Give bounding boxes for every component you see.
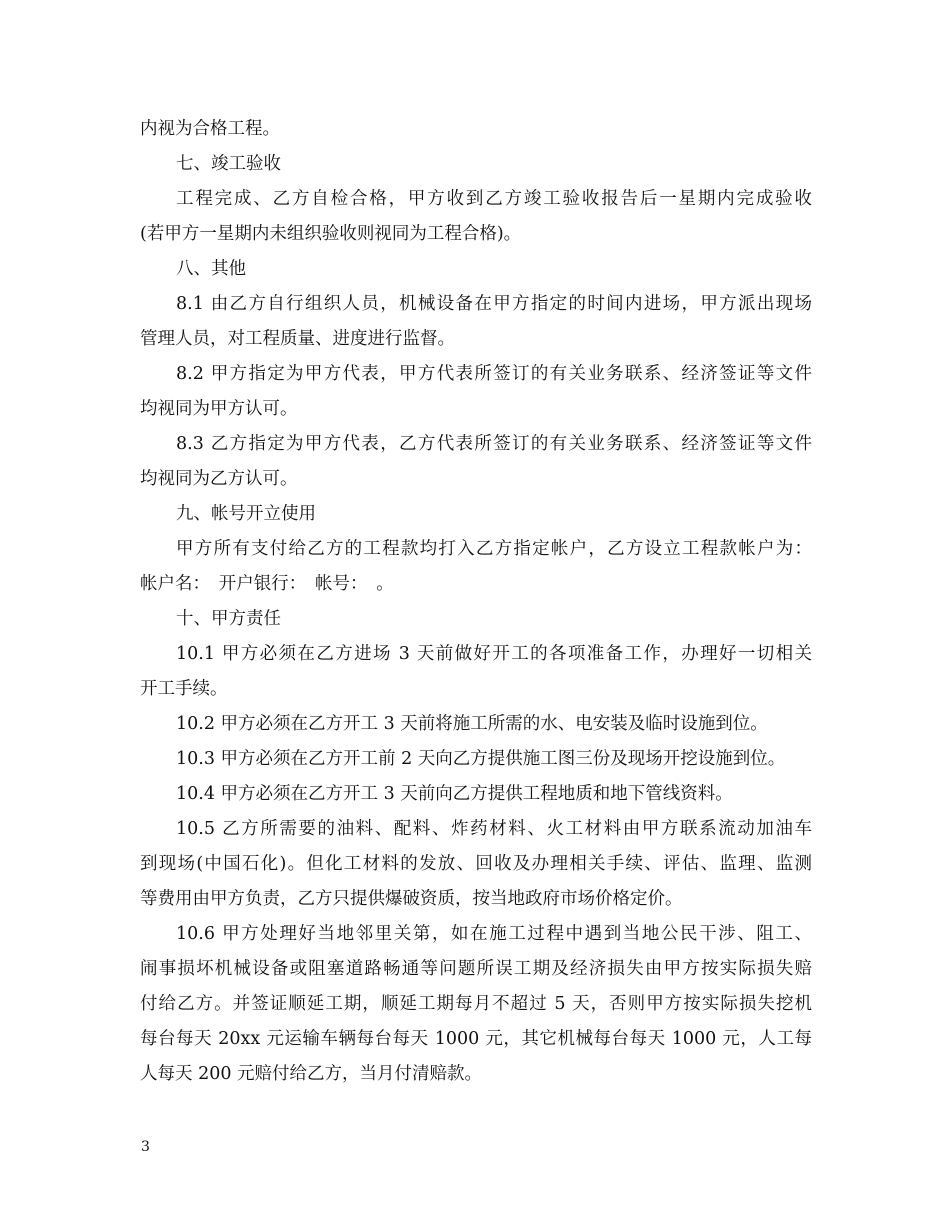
text-line: 人每天 200 元赔付给乙方，当月付清赔款。 xyxy=(140,1064,483,1084)
text-line: (若甲方一星期内未组织验收则视同为工程合格)。 xyxy=(140,224,522,244)
text-line: 十、甲方责任 xyxy=(176,609,281,629)
text-line: 8.2 甲方指定为甲方代表，甲方代表所签订的有关业务联系、经济签证等文件 xyxy=(176,364,812,384)
text-line: 帐户名： 开户银行： 帐号： 。 xyxy=(140,574,394,594)
text-line: 开工手续。 xyxy=(140,679,228,699)
text-line: 七、竣工验收 xyxy=(176,154,281,174)
text-line: 等费用由甲方负责，乙方只提供爆破资质，按当地政府市场价格定价。 xyxy=(140,889,683,909)
text-line: 10.2 甲方必须在乙方开工 3 天前将施工所需的水、电安装及临时设施到位。 xyxy=(176,714,768,734)
document-body xyxy=(140,112,812,1092)
text-line: 均视同为甲方认可。 xyxy=(140,399,298,419)
page-number: 3 xyxy=(141,1139,150,1155)
text-line: 管理人员，对工程质量、进度进行监督。 xyxy=(140,329,455,349)
text-line: 10.1 甲方必须在乙方进场 3 天前做好开工的各项准备工作，办理好一切相关 xyxy=(176,644,812,664)
text-line: 甲方所有支付给乙方的工程款均打入乙方指定帐户，乙方设立工程款帐户为： xyxy=(176,539,812,559)
text-line: 10.3 甲方必须在乙方开工前 2 天向乙方提供施工图三份及现场开挖设施到位。 xyxy=(176,749,786,769)
text-line: 九、帐号开立使用 xyxy=(176,504,316,524)
text-line: 均视同为乙方认可。 xyxy=(140,469,298,489)
text-line: 到现场(中国石化)。但化工材料的发放、回收及办理相关手续、评估、监理、监测 xyxy=(140,854,812,874)
text-line: 8.1 由乙方自行组织人员，机械设备在甲方指定的时间内进场，甲方派出现场 xyxy=(176,294,812,314)
text-line: 闹事损坏机械设备或阻塞道路畅通等问题所误工期及经济损失由甲方按实际损失赔 xyxy=(140,959,812,979)
text-line: 工程完成、乙方自检合格，甲方收到乙方竣工验收报告后一星期内完成验收 xyxy=(176,189,812,209)
text-line: 内视为合格工程。 xyxy=(140,119,280,139)
text-line: 每台每天 20xx 元运输车辆每台每天 1000 元，其它机械每台每天 1000 元，人工每 xyxy=(140,1029,812,1049)
text-line: 付给乙方。并签证顺延工期，顺延工期每月不超过 5 天，否则甲方按实际损失挖机 xyxy=(140,994,812,1014)
text-line: 10.4 甲方必须在乙方开工 3 天前向乙方提供工程地质和地下管线资料。 xyxy=(176,784,733,804)
text-line: 八、其他 xyxy=(176,259,246,279)
text-line: 8.3 乙方指定为甲方代表，乙方代表所签订的有关业务联系、经济签证等文件 xyxy=(176,434,812,454)
text-line: 10.6 甲方处理好当地邻里关第，如在施工过程中遇到当地公民干涉、阻工、 xyxy=(176,924,812,944)
text-line: 10.5 乙方所需要的油料、配料、炸药材料、火工材料由甲方联系流动加油车 xyxy=(176,819,812,839)
